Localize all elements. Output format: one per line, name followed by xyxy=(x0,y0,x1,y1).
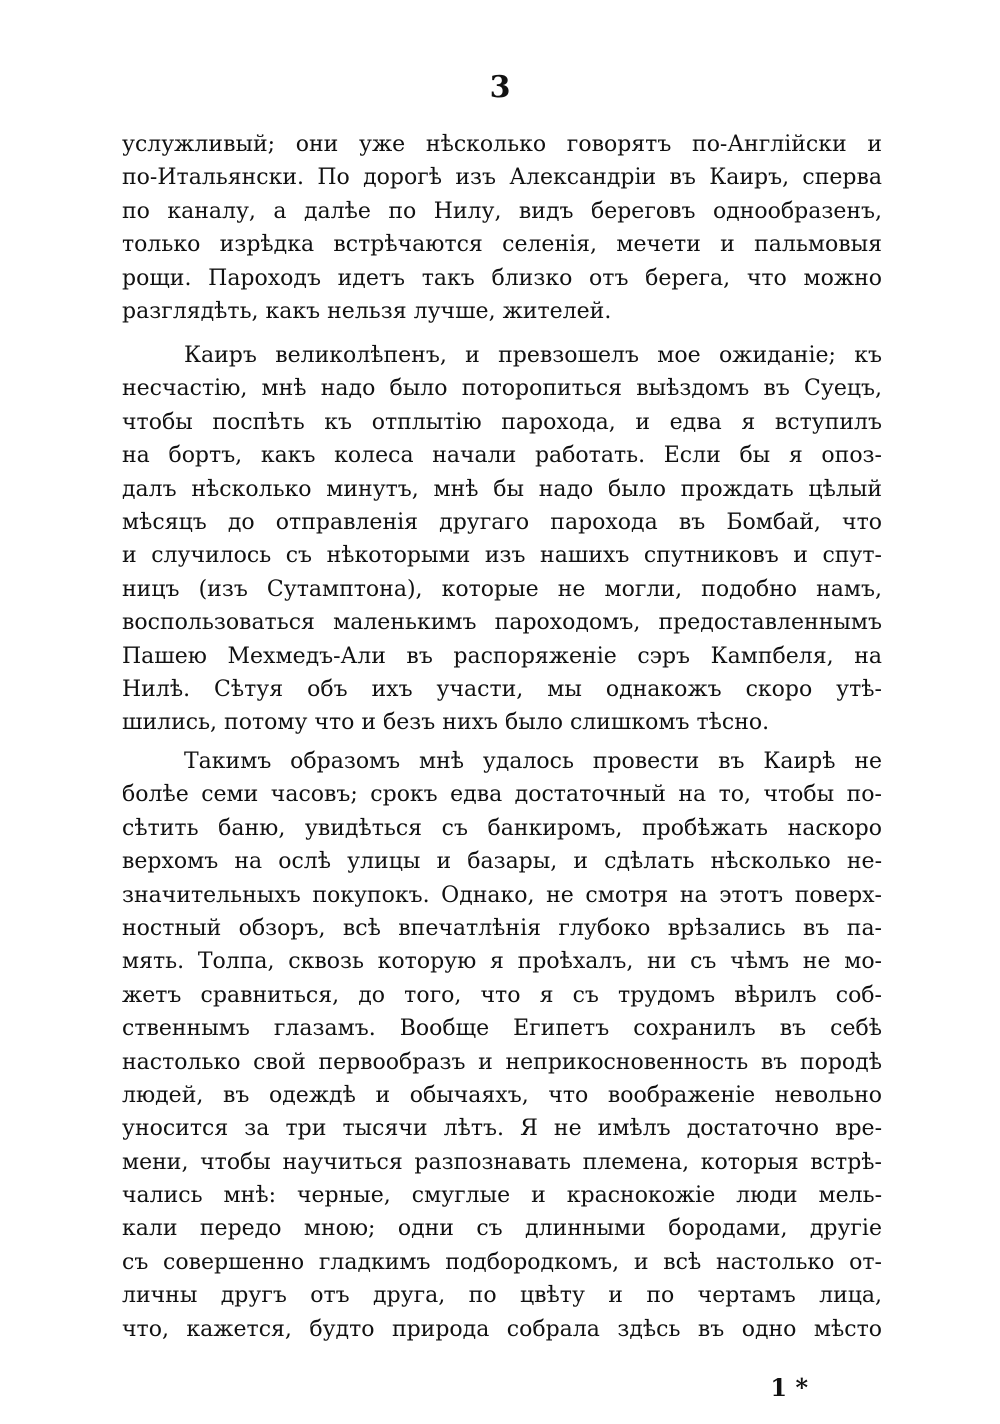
text-line: ственнымъ глазамъ. Вообще Египетъ сохранилъ въ себѣ xyxy=(122,1016,882,1042)
text-line: ницъ (изъ Сутамптона), которые не могли, подобно намъ, xyxy=(122,576,882,602)
text-line: кали передо мною; одни съ длинными бородами, другіе xyxy=(122,1216,882,1242)
text-line: болѣе семи часовъ; срокъ едва достаточный на то, чтобы по- xyxy=(122,782,882,808)
text-line: настолько свой первообразъ и неприкосновенность въ породѣ xyxy=(122,1049,882,1075)
text-line: мѣсяцъ до отправленія другаго парохода въ Бомбай, что xyxy=(122,509,882,535)
text-line: рощи. Пароходъ идетъ такъ близко отъ берега, что можно xyxy=(122,265,882,291)
text-line: уносится за три тысячи лѣтъ. Я не имѣлъ достаточно вре- xyxy=(122,1116,882,1142)
page-number: 3 xyxy=(489,70,511,105)
text-line: чались мнѣ: черные, смуглые и краснокожіе люди мель- xyxy=(122,1183,882,1209)
text-line: разглядѣть, какъ нельзя лучше, жителей. xyxy=(122,298,612,324)
text-line: сѣтить баню, увидѣться съ банкиромъ, пробѣжать наскоро xyxy=(122,815,882,841)
text-line: жетъ сравниться, до того, что я съ трудомъ вѣрилъ соб- xyxy=(122,982,882,1008)
text-line: шились, потому что и безъ нихъ было слишкомъ тѣсно. xyxy=(122,710,770,736)
paragraph-3 xyxy=(122,745,882,1346)
paragraph-2 xyxy=(122,339,882,740)
text-line: воспользоваться маленькимъ пароходомъ, предоставленнымъ xyxy=(122,610,882,636)
text-line: на бортъ, какъ колеса начали работать. Если бы я опоз- xyxy=(122,443,882,469)
text-line: далъ нѣсколько минутъ, мнѣ бы надо было прождать цѣлый xyxy=(122,476,882,502)
text-line: услужливый; они уже нѣсколько говорятъ по-Англійски и xyxy=(122,132,882,157)
text-line: Нилѣ. Сѣтуя объ ихъ участи, мы однакожъ скоро утѣ- xyxy=(122,676,882,702)
text-line: по каналу, а далѣе по Нилу, видъ береговъ однообразенъ, xyxy=(122,198,882,224)
text-line: значительныхъ покупокъ. Однако, не смотря на этотъ поверх- xyxy=(122,882,882,908)
text-line: ностный обзоръ, всѣ впечатлѣнія глубоко врѣзались въ па- xyxy=(122,915,882,941)
text-line: съ совершенно гладкимъ подбородкомъ, и всѣ настолько от- xyxy=(122,1249,882,1275)
text-line: верхомъ на ослѣ улицы и базары, и сдѣлать нѣсколько не- xyxy=(122,849,882,875)
text-line: мени, чтобы научиться разпознавать племена, которыя встрѣ- xyxy=(122,1149,882,1175)
text-line: по-Итальянски. По дорогѣ изъ Александріи въ Каиръ, сперва xyxy=(122,165,882,191)
text-line: мять. Толпа, сквозь которую я проѣхалъ, ни съ чѣмъ не мо- xyxy=(122,949,882,975)
text-line: Такимъ образомъ мнѣ удалось провести въ Каирѣ не xyxy=(184,749,882,774)
signature-mark: 1 * xyxy=(770,1373,808,1402)
text-line: Пашею Мехмедъ-Али въ распоряженіе сэръ Кампбеля, на xyxy=(122,643,882,669)
text-line: чтобы поспѣть къ отплытію парохода, и едва я вступилъ xyxy=(122,409,882,435)
text-line: и случилось съ нѣкоторыми изъ нашихъ спутниковъ и спут- xyxy=(122,543,882,569)
paragraph-1 xyxy=(122,128,882,328)
text-line: несчастію, мнѣ надо было поторопиться выѣздомъ въ Суецъ, xyxy=(122,376,882,402)
text-line: личны другъ отъ друга, по цвѣту и по чертамъ лица, xyxy=(122,1283,882,1309)
text-line: что, кажется, будто природа собрала здѣсь въ одно мѣсто xyxy=(122,1316,882,1342)
text-line: только изрѣдка встрѣчаются селенія, мечети и пальмовыя xyxy=(122,232,882,258)
text-line: людей, въ одеждѣ и обычаяхъ, что воображеніе невольно xyxy=(122,1082,882,1108)
text-line: Каиръ великолѣпенъ, и превзошелъ мое ожиданіе; къ xyxy=(184,343,882,368)
